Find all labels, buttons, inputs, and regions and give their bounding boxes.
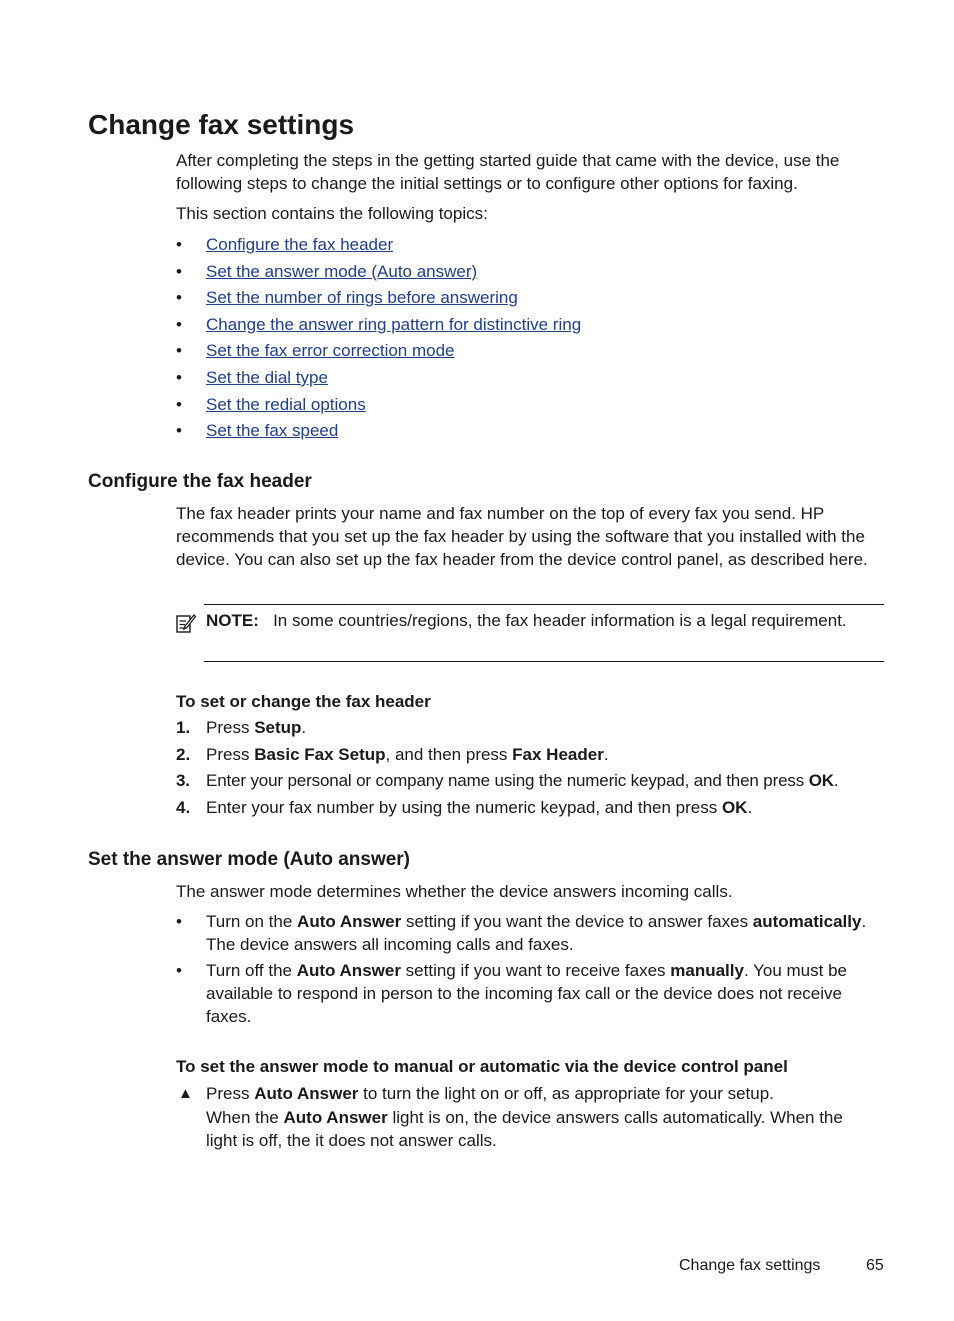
step-detail	[206, 1106, 876, 1152]
topic-link-dial-type[interactable]: Set the dial type	[206, 367, 328, 387]
fax-header-steps	[176, 716, 888, 822]
bullet-keyword: Auto Answer	[296, 961, 401, 980]
fax-header-body	[176, 502, 886, 571]
bullet-text: setting if you want to receive faxes	[400, 961, 671, 980]
intro-paragraph: After completing the steps in the getting started guide that came with the device, use the following steps to change the initial settings or to configure other options for faxing.	[176, 151, 840, 193]
bullet: •	[176, 235, 182, 254]
topic-item	[176, 366, 581, 393]
topic-link-fax-speed[interactable]: Set the fax speed	[206, 421, 339, 441]
page-title: Change fax settings	[88, 109, 355, 140]
bullet-keyword: automatically	[752, 912, 862, 931]
step-text: Press	[206, 718, 255, 737]
topics-lead: This section contains the following topics:	[176, 204, 488, 223]
step-text: Press	[206, 1084, 255, 1103]
step-keyword: Fax Header	[512, 744, 604, 764]
note-pencil-icon	[176, 613, 196, 635]
step-item	[176, 769, 888, 792]
topic-link-redial[interactable]: Set the redial options	[206, 394, 366, 414]
topic-link-rings[interactable]: Set the number of rings before answering	[206, 288, 518, 308]
bullet: •	[176, 288, 182, 308]
step-text: to turn the light on or off, as appropriate for your setup.	[358, 1084, 774, 1103]
fax-header-paragraph: The fax header prints your name and fax number on the top of every fax you send. HP recommends that you set up the fax header by using the software that you installed with the device. You can also set up the fax header from the device control panel, as described here.	[176, 504, 868, 569]
step-text: Press	[206, 744, 255, 764]
procedure-title-answer-mode: To set the answer mode to manual or automatic via the device control panel	[176, 1057, 788, 1076]
topic-item	[176, 286, 581, 313]
step-keyword: OK	[808, 771, 834, 791]
bullet: •	[176, 912, 182, 931]
bullet-text: . The device answers all incoming calls and faxes.	[206, 912, 867, 954]
step-number: 2.	[176, 744, 191, 764]
step-text: Enter your fax number by using the numeric keypad, and then press	[206, 797, 722, 817]
topic-item	[176, 233, 581, 260]
answer-mode-paragraph: The answer mode determines whether the device answers incoming calls.	[176, 882, 733, 901]
procedure-title-fax-header: To set or change the fax header	[176, 692, 431, 711]
topic-link-answer-mode[interactable]: Set the answer mode (Auto answer)	[206, 261, 478, 281]
topic-item	[176, 419, 581, 446]
bullet: •	[176, 341, 182, 361]
step-number: 3.	[176, 771, 190, 791]
bullet-item	[176, 910, 876, 956]
step-text: When the	[206, 1108, 284, 1127]
topic-link-ring-pattern[interactable]: Change the answer ring pattern for distinctive ring	[206, 314, 582, 334]
bullet-text: setting if you want the device to answer faxes	[401, 912, 753, 931]
section-heading-fax-header: Configure the fax header	[88, 471, 312, 492]
footer-page-number: 65	[866, 1257, 884, 1274]
bullet-item	[176, 959, 876, 1028]
step-text: .	[747, 797, 753, 817]
topic-link-error-correction[interactable]: Set the fax error correction mode	[206, 341, 455, 361]
answer-mode-body	[176, 880, 886, 903]
bullet: •	[176, 961, 182, 980]
step-item	[176, 716, 888, 739]
topic-item	[176, 339, 581, 366]
step-text: Enter your personal or company name using the numeric keypad, and then press	[206, 771, 809, 791]
answer-mode-bullets	[176, 910, 876, 1031]
step-number: 1.	[176, 718, 191, 737]
step-keyword: Auto Answer	[254, 1084, 359, 1103]
note-label: NOTE:	[206, 611, 259, 630]
note-box	[176, 604, 884, 662]
step-number: 4.	[176, 797, 191, 817]
bullet-text: . You must be available to respond in person to the incoming fax call or the device does not receive faxes.	[206, 961, 847, 1026]
intro	[176, 149, 886, 225]
bullet: •	[176, 261, 182, 281]
step-text: .	[833, 771, 839, 791]
bullet-keyword: Auto Answer	[297, 912, 402, 931]
step-line	[206, 1082, 876, 1105]
topic-item	[176, 393, 581, 420]
step-keyword: OK	[721, 797, 748, 817]
step-text: .	[301, 718, 307, 737]
note-rule-bottom	[204, 661, 884, 662]
step-keyword: Setup	[254, 718, 302, 737]
bullet-text: Turn on the	[206, 912, 298, 931]
step-keyword: Auto Answer	[283, 1108, 388, 1127]
bullet-text: Turn off the	[206, 961, 297, 980]
note-rule-top	[204, 604, 884, 605]
topic-link-fax-header[interactable]: Configure the fax header	[206, 235, 394, 254]
bullet: •	[176, 314, 182, 334]
section-heading-answer-mode: Set the answer mode (Auto answer)	[88, 849, 411, 870]
answer-mode-step	[176, 1082, 876, 1152]
step-item	[176, 743, 888, 766]
step-item	[176, 796, 888, 819]
bullet: •	[176, 421, 182, 441]
bullet-keyword: manually	[670, 961, 744, 980]
step-text: , and then press	[385, 744, 513, 764]
step-keyword: Basic Fax Setup	[254, 744, 386, 764]
topic-item	[176, 313, 581, 340]
step-body	[176, 1082, 876, 1152]
topic-list	[176, 233, 581, 446]
bullet: •	[176, 394, 182, 414]
note-text	[206, 609, 856, 632]
step-text: .	[603, 744, 609, 764]
topic-item	[176, 260, 581, 287]
note-body: In some countries/regions, the fax header information is a legal requirement.	[273, 611, 847, 630]
bullet: •	[176, 367, 182, 387]
step-marker-icon: ▲	[178, 1085, 193, 1102]
step-text: light is on, the device answers calls automatically. When the light is off, the it does not answer calls.	[206, 1108, 843, 1150]
footer-section-title: Change fax settings	[679, 1257, 821, 1274]
